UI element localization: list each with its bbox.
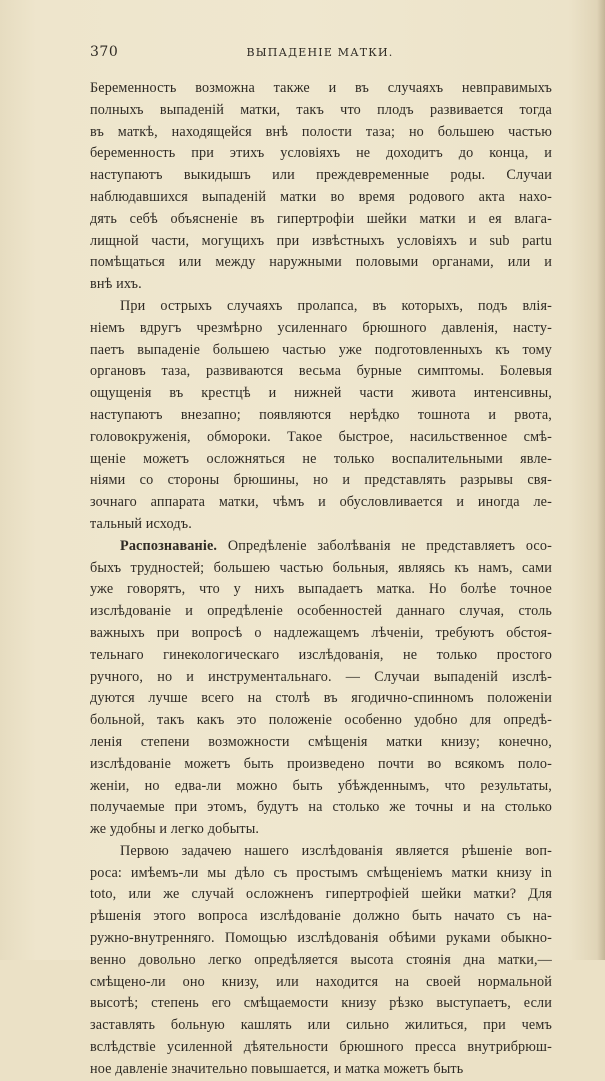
paragraph (90, 841, 552, 1081)
paragraph (90, 296, 552, 536)
text-line: женіи, но едва-ли можно быть убѣжденнымъ, что результаты, (90, 777, 552, 794)
text-line: смѣщено-ли оно книзу, или находится на своей нормальной (90, 973, 552, 990)
text-line: рѣшенія этого вопроса изслѣдованіе должно быть начато съ на- (90, 908, 552, 925)
page-edge-shadow (597, 0, 605, 960)
text-line: органовъ таза, развиваются весьма бурные симптомы. Болевыя (90, 363, 552, 380)
text-line: При острыхъ случаяхъ пролапса, въ которыхъ, подъ влія- (120, 297, 552, 314)
text-line: зочнаго аппарата матки, чѣмъ и обусловливается и иногда ле- (90, 494, 552, 511)
text-line: головокруженія, обмороки. Такое быстрое, насильственное смѣ- (90, 428, 552, 445)
text-line: ручного, но и инструментальнаго. — Случаи выпаденій изслѣ- (90, 668, 552, 685)
text-line: дуются лучше всего на столѣ въ ягодично-спинномъ положеніи (90, 690, 552, 707)
text-line: тельнаго гинекологическаго изслѣдованія, не только простого (90, 646, 552, 663)
text-line: дять себѣ объясненіе въ гипертрофіи шейки матки и ея влага- (90, 210, 552, 227)
text-line: внѣ ихъ. (90, 276, 142, 293)
text-line: заставлять больную кашлять или сильно жилиться, при чемъ (90, 1017, 552, 1034)
text-line: ніями со стороны брюшины, но и представлять разрывы свя- (90, 472, 552, 489)
text-line: получаемые при этомъ, будутъ на столько же точны и на столько (90, 799, 552, 816)
text-line: роса: имѣемъ-ли мы дѣло съ простымъ смѣщеніемъ матки книзу in (90, 864, 552, 881)
text-line: щеніе можетъ осложняться не только воспалительными явле- (90, 450, 552, 467)
section-heading: Распознаваніе. (120, 537, 218, 554)
text-line: наблюдавшихся выпаденій матки во время родового акта нахо- (90, 188, 552, 205)
text-line: ощущенія въ крестцѣ и нижней части живота интенсивны, (90, 385, 552, 402)
text-line: уже говорятъ, что у нихъ выпадаетъ матка. Но болѣе точное (90, 581, 552, 598)
text-line: помѣщаться или между наружными половыми органами, или и (90, 254, 552, 271)
text-line: вслѣдствіе усиленной дѣятельности брюшного пресса внутрибрюш- (90, 1039, 552, 1056)
text-line: больной, такъ какъ это положеніе особенно удобно для опредѣ- (90, 712, 552, 729)
text-line: полныхъ выпаденій матки, такъ что плодъ развивается тогда (90, 101, 552, 118)
text-line: паетъ выпаденіе большею частью уже подготовленныхъ къ тому (90, 341, 552, 358)
text-line: въ маткѣ, находящейся внѣ полости таза; но большею частью (90, 123, 552, 140)
page-header (90, 44, 550, 64)
text-line: беременность при этихъ условіяхъ не доходитъ до конца, и (90, 145, 552, 162)
text-line: высотѣ; степень его смѣщаемости книзу рѣзко выступаетъ, если (90, 995, 552, 1012)
page-number: 370 (90, 44, 119, 60)
text-line: быхъ трудностей; большею частью больныя, являясь къ намъ, сами (90, 559, 552, 576)
text-line: ленія степени возможности смѣщенія матки книзу; конечно, (90, 733, 552, 750)
text-line: изслѣдованіе можетъ быть произведено почти во всякомъ поло- (90, 755, 552, 772)
text-line: ное давленіе значительно повышается, и матка можетъ быть (90, 1060, 464, 1077)
text-line: Первою задачею нашего изслѣдованія является рѣшеніе воп- (120, 842, 552, 859)
text-line: наступаютъ выкидышъ или преждевременные роды. Случаи (90, 167, 552, 184)
text-line: ружно-внутренняго. Помощью изслѣдованія обѣими руками обыкно- (90, 930, 552, 947)
text-line: изслѣдованіе и опредѣленіе особенностей даннаго случая, столь (90, 603, 552, 620)
text-line: ніемъ вдругъ чрезмѣрно усиленнаго брюшного давленія, насту- (90, 319, 552, 336)
running-title: ВЫПАДЕНІЕ МАТКИ. (246, 46, 394, 59)
text-line: toto, или же случай осложненъ гипертрофіей шейки матки? Для (90, 886, 552, 903)
text-line: венно довольно легко опредѣляется высота стоянія дна матки,— (90, 951, 552, 968)
text-line: Беременность возможна также и въ случаяхъ невправимыхъ (90, 80, 552, 96)
text-line: лищной части, могущихъ при извѣстныхъ условіяхъ и sub partu (90, 232, 552, 249)
text-line: наступаютъ внезапно; появляются нерѣдко тошнота и рвота, (90, 406, 552, 423)
text-line: тальный исходъ. (90, 515, 192, 532)
paragraph (90, 536, 552, 841)
text-line: же удобны и легко добыты. (90, 821, 260, 838)
paragraph (90, 78, 552, 296)
text-line: важныхъ при вопросѣ о надлежащемъ лѣченіи, требуютъ обстоя- (90, 624, 552, 641)
body-text (90, 78, 552, 1081)
text-line-content: Опредѣленіе заболѣванія не представляетъ осо- (217, 537, 552, 554)
text-line (90, 536, 552, 558)
